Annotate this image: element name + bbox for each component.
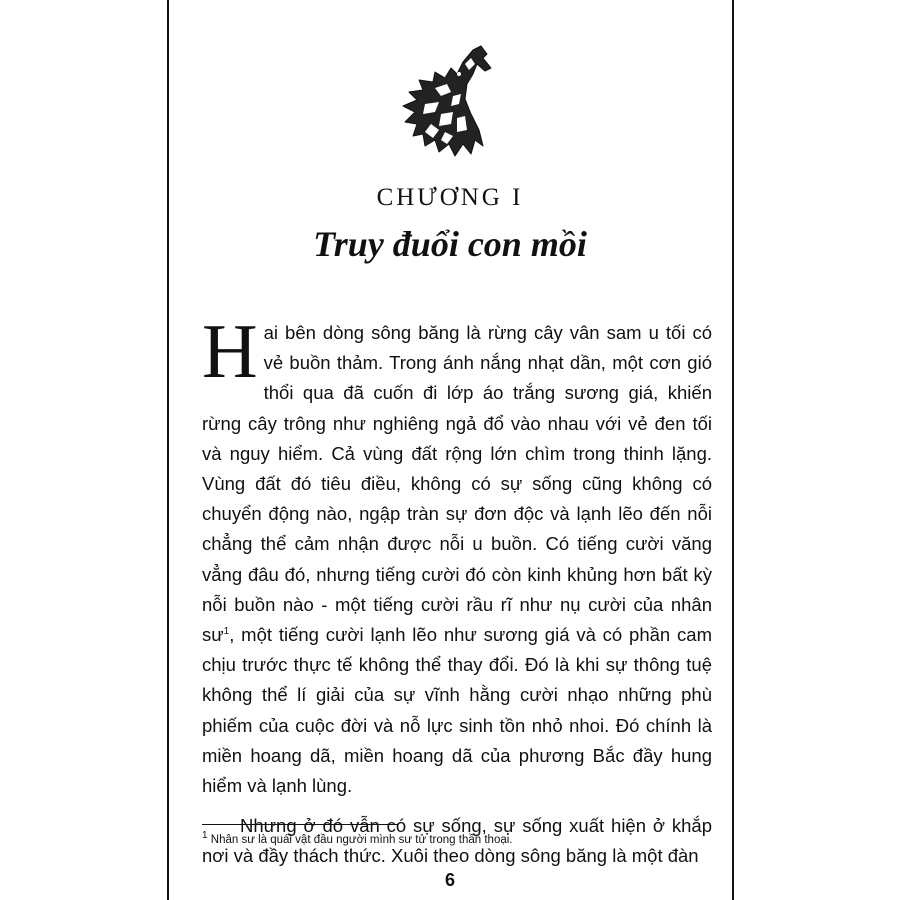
footnote-text: Nhân sư là quái vật đầu người mình sư tử trong thần thoại. bbox=[207, 834, 513, 846]
body-text bbox=[202, 308, 712, 872]
paragraph-2: Nhưng ở đó vẫn có sự sống, sự sống xuất hiện ở khắp nơi và đầy thách thức. Xuôi theo dòng sông băng là một đàn bbox=[202, 815, 712, 867]
paragraph-1-text-continued: , một tiếng cười lạnh lẽo như sương giá và có phần cam chịu trước thực tế không thể thay đổi. Đó là khi sự thông tuệ không thể lí giải của sự vĩnh hằng cười nhạo những phù phiếm của cuộc đời và nỗ lực sinh tồn nhỏ nhoi. Đó chính là miền hoang dã, miền hoang dã của phương Bắc đầy hung hiểm và lạnh lùng. bbox=[202, 624, 712, 797]
footnote-reference[interactable]: 1 bbox=[223, 625, 230, 637]
paragraph-1 bbox=[202, 308, 712, 801]
chapter-label: CHƯƠNG I bbox=[376, 184, 524, 211]
drop-cap: H bbox=[202, 308, 258, 394]
page-number: 6 bbox=[444, 870, 455, 890]
footnote-marker: 1 bbox=[202, 830, 208, 842]
paragraph-1-text: ai bên dòng sông băng là rừng cây vân sam u tối có vẻ buồn thảm. Trong ánh nắng nhạt dần, một cơn gió thổi qua đã cuốn đi lớp áo trắng sương giá, khiến rừng cây trông như nghiêng ngả đổ vào nhau với vẻ đen tối và nguy hiểm. Cả vùng đất rộng lớn chìm trong thinh lặng. Vùng đất đó tiêu điều, không có sự sống cũng không có chuyển động nào, ngập tràn sự đơn độc và lạnh lẽo đến nỗi chẳng thể cảm nhận được nỗi u buồn. Có tiếng cười văng vẳng đâu đó, nhưng tiếng cười đó còn kinh khủng hơn bất kỳ nỗi buồn nào - một tiếng cười rầu rĩ như nụ cười của nhân sư bbox=[202, 322, 712, 646]
footnote bbox=[202, 832, 712, 848]
howling-wolf-icon bbox=[395, 44, 495, 159]
footnote-divider bbox=[202, 824, 398, 825]
chapter-title: Truy đuổi con mồi bbox=[313, 224, 587, 264]
